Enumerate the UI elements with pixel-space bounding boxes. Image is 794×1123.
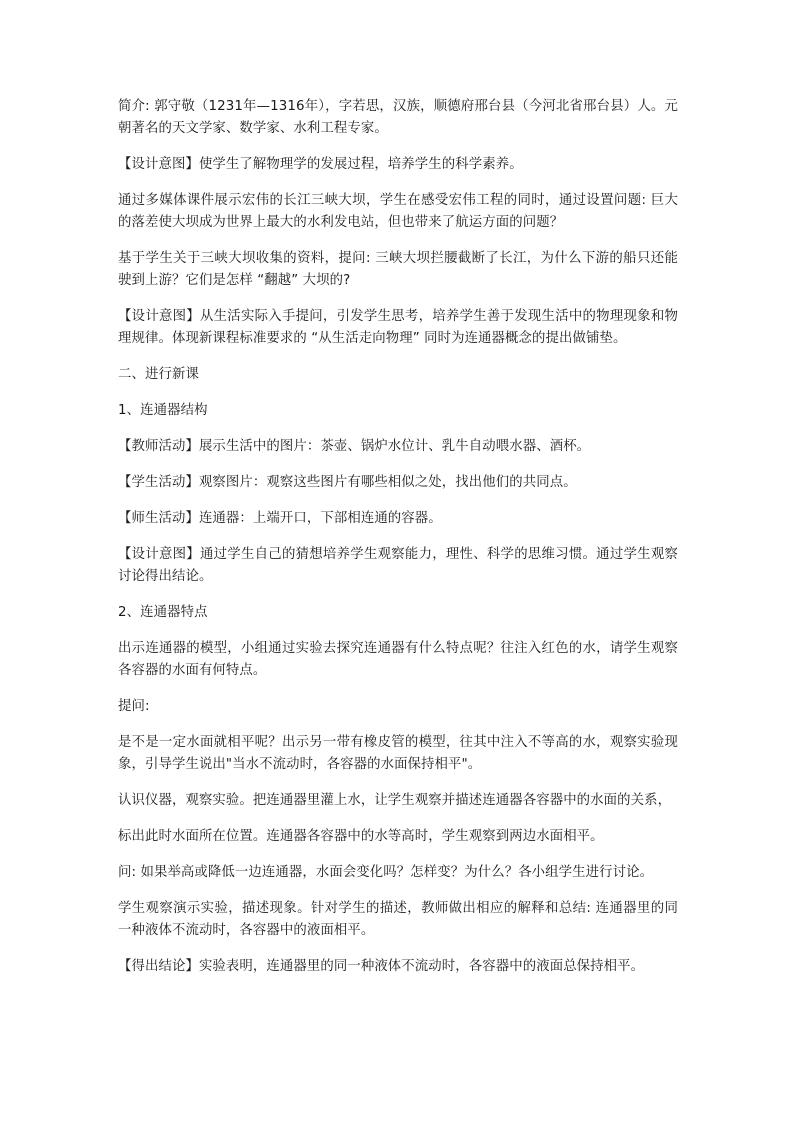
paragraph-design-intent-1: 【设计意图】使学生了解物理学的发展过程，培养学生的科学素养。 (118, 157, 523, 172)
paragraph-question-label: 提问: (118, 699, 150, 714)
paragraph-demo-observation: 学生观察演示实验，描述现象。针对学生的描述，教师做出相应的解释和总结: 连通器里的同一种液体不流动时，各容器中的液面相平。 (118, 901, 678, 938)
paragraph-teacher-activity: 【教师活动】展示生活中的图片：茶壶、锅炉水位计、乳牛自动喂水器、酒杯。 (118, 439, 591, 454)
paragraph-design-intent-2: 【设计意图】从生活实际入手提问，引发学生思考，培养学生善于发现生活中的物理现象和物理规律。体现新课程标准要求的 “从生活走向物理” 同时为连通器概念的提出做铺垫。 (118, 309, 678, 346)
paragraph-rubber-tube-model: 是不是一定水面就相平呢？出示另一带有橡皮管的模型，往其中注入不等高的水，观察实验现象，引导学生说出"当水不流动时，各容器的水面保持相平"。 (118, 735, 678, 772)
paragraph-three-gorges: 通过多媒体课件展示宏伟的长江三峡大坝，学生在感受宏伟工程的同时，通过设置问题: 巨大的落差使大坝成为世界上最大的水利发电站，但也带来了航运方面的问题？ (118, 193, 678, 230)
paragraph-conclusion: 【得出结论】实验表明，连通器里的同一种液体不流动时，各容器中的液面总保持相平。 (118, 959, 645, 974)
paragraph-design-intent-3: 【设计意图】通过学生自己的猜想培养学生观察能力，理性、科学的思维习惯。通过学生观察讨论得出结论。 (118, 547, 678, 584)
paragraph-teacher-student-activity: 【师生活动】连通器：上端开口，下部相连通的容器。 (118, 511, 442, 526)
paragraph-student-activity: 【学生活动】观察图片：观察这些图片有哪些相似之处，找出他们的共同点。 (118, 475, 577, 490)
paragraph-question: 基于学生关于三峡大坝收集的资料，提问: 三峡大坝拦腰截断了长江，为什么下游的船只还能驶到上游？它们是怎样 “翻越” 大坝的? (118, 251, 678, 288)
section-heading-new-lesson: 二、进行新课 (118, 367, 199, 382)
paragraph-intro: 简介: 郭守敬（1231年—1316年），字若思，汉族，顺德府邢台县（今河北省邢台县）人。元朝著名的天文学家、数学家、水利工程专家。 (118, 99, 678, 136)
paragraph-model-experiment: 出示连通器的模型，小组通过实验去探究连通器有什么特点呢？往注入红色的水，请学生观察各容器的水面有何特点。 (118, 641, 678, 678)
paragraph-mark-water-level: 标出此时水面所在位置。连通器各容器中的水等高时，学生观察到两边水面相平。 (118, 829, 604, 844)
paragraph-observe-instrument: 认识仪器，观察实验。把连通器里灌上水，让学生观察并描述连通器各容器中的水面的关系， (118, 793, 672, 808)
document-page (118, 96, 678, 992)
subsection-heading-features: 2、连通器特点 (118, 605, 208, 620)
paragraph-raise-lower: 问: 如果举高或降低一边连通器，水面会变化吗？怎样变？为什么？各小组学生进行讨论。 (118, 865, 654, 880)
subsection-heading-structure: 1、连通器结构 (118, 403, 208, 418)
